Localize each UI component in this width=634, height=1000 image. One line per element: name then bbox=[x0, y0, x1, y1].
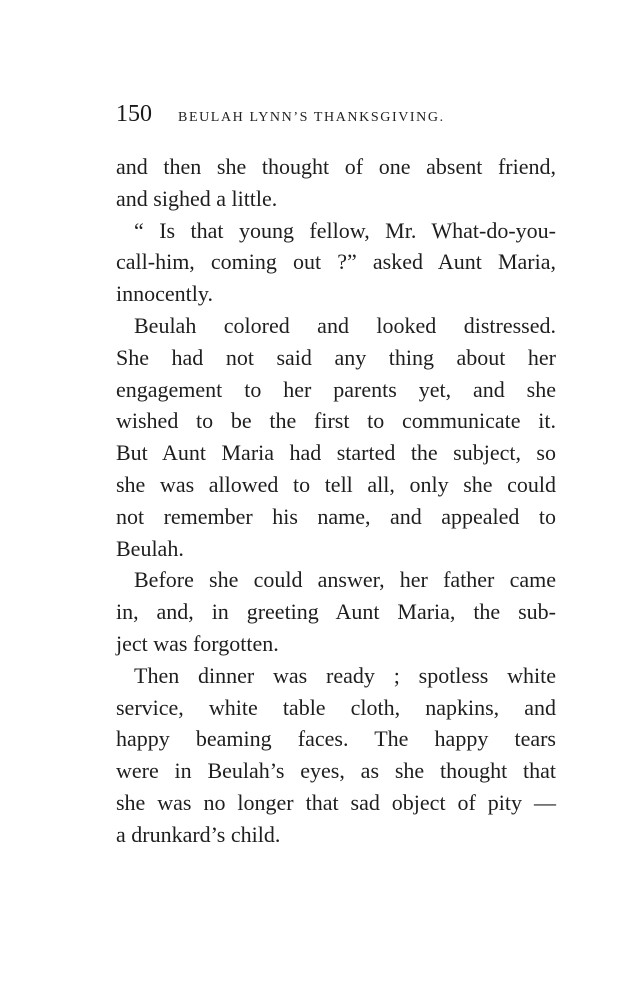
text-line: she was allowed to tell all, only she could bbox=[116, 471, 556, 497]
text-line: service, white table cloth, napkins, and bbox=[116, 694, 556, 720]
text-line: a drunkard’s child. bbox=[116, 821, 281, 847]
text-line: and then she thought of one absent friend, bbox=[116, 154, 556, 179]
text-line: “ Is that young fellow, Mr. What-do-you- bbox=[134, 217, 556, 243]
text-line: ject was forgotten. bbox=[116, 630, 279, 656]
paragraph-1 bbox=[116, 151, 556, 215]
running-title: BEULAH LYNN’S THANKSGIVING. bbox=[178, 110, 445, 125]
text-line: call-him, coming out ?” asked Aunt Maria, bbox=[116, 249, 556, 275]
text-line: Beulah colored and looked distressed. bbox=[134, 312, 556, 338]
text-line: Before she could answer, her father came bbox=[134, 567, 556, 593]
text-line: engagement to her parents yet, and she bbox=[116, 376, 556, 402]
text-line: happy beaming faces. The happy tears bbox=[116, 726, 556, 752]
text-line: She had not said any thing about her bbox=[116, 344, 556, 370]
paragraph-5 bbox=[116, 660, 556, 851]
text-line: innocently. bbox=[116, 281, 213, 307]
text-line: and sighed a little. bbox=[116, 185, 278, 211]
body-text bbox=[116, 151, 556, 851]
text-line: not remember his name, and appealed to bbox=[116, 503, 556, 529]
text-line: Beulah. bbox=[116, 535, 184, 561]
paragraph-2 bbox=[116, 215, 556, 310]
text-line: were in Beulah’s eyes, as she thought that bbox=[116, 758, 556, 784]
text-line: Then dinner was ready ; spotless white bbox=[134, 662, 556, 688]
paragraph-4 bbox=[116, 564, 556, 659]
paragraph-3 bbox=[116, 310, 556, 564]
text-line: she was no longer that sad object of pity — bbox=[116, 789, 556, 815]
text-line: in, and, in greeting Aunt Maria, the sub- bbox=[116, 599, 556, 625]
page-number: 150 bbox=[116, 101, 152, 127]
text-line: But Aunt Maria had started the subject, so bbox=[116, 440, 556, 466]
running-head bbox=[116, 101, 556, 135]
text-line: wished to be the first to communicate it. bbox=[116, 408, 556, 434]
